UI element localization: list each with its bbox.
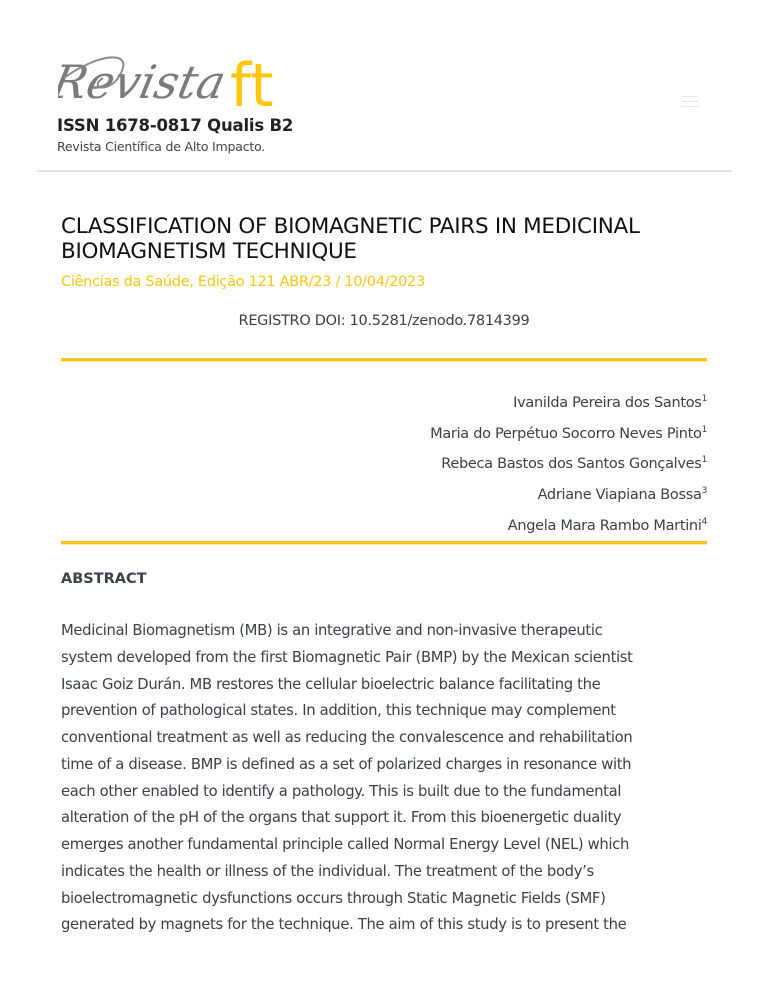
author: Rebeca Bastos dos Santos Gonçalves$^1$ xyxy=(441,455,707,473)
abstract-line: generated by magnets for the technique. The aim of this study is to present the xyxy=(61,916,627,934)
abstract-line: Medicinal Biomagnetism (MB) is an integrative and non-invasive therapeutic xyxy=(61,622,603,639)
author: Angela Mara Rambo Martini$^4$ xyxy=(507,516,707,534)
abstract-line: Isaac Goiz Durán. MB restores the cellular bioelectric balance facilitating the xyxy=(61,675,601,693)
author: Adriane Viapiana Bossa$^3$ xyxy=(537,485,707,503)
article-title: CLASSIFICATION OF BIOMAGNETIC PAIRS IN MEDICINAL BIOMAGNETISM TECHNIQUE xyxy=(61,214,640,264)
abstract-heading: ABSTRACT xyxy=(61,571,147,587)
abstract-line: bioelectromagnetic dysfunctions occurs through Static Magnetic Fields (SMF) xyxy=(61,889,606,907)
svg-text:ft: ft xyxy=(230,51,274,120)
author: Maria do Perpétuo Socorro Neves Pinto$^1$ xyxy=(430,424,707,442)
article-meta[interactable]: Ciências da Saúde, Edição 121 ABR/23 / 10/04/2023 xyxy=(61,274,425,290)
divider xyxy=(61,358,707,362)
abstract-body xyxy=(61,618,633,939)
revista-ft-logo[interactable] xyxy=(58,48,298,120)
divider xyxy=(61,541,707,545)
issn-label: ISSN 1678-0817 Qualis B2 xyxy=(57,116,294,135)
abstract-line: time of a disease. BMP is defined as a set of polarized charges in resonance with xyxy=(61,755,632,773)
svg-text:Revista: Revista xyxy=(58,55,231,109)
hamburger-menu-icon[interactable] xyxy=(682,96,698,108)
tagline: Revista Científica de Alto Impacto. xyxy=(57,139,266,154)
abstract-line: indicates the health or illness of the individual. The treatment of the body’s xyxy=(61,862,594,880)
abstract-line: prevention of pathological states. In addition, this technique may complement xyxy=(61,702,616,720)
abstract-line: each other enabled to identify a pathology. This is built due to the fundamental xyxy=(61,782,622,800)
abstract-line: alteration of the pH of the organs that support it. From this bioenergetic duality xyxy=(61,809,622,827)
abstract-line: conventional treatment as well as reducing the convalescence and rehabilitation xyxy=(61,729,633,746)
abstract-line: emerges another fundamental principle called Normal Energy Level (NEL) which xyxy=(61,836,629,853)
abstract-line: system developed from the first Biomagnetic Pair (BMP) by the Mexican scientist xyxy=(61,648,633,666)
header-divider xyxy=(37,170,732,172)
author: Ivanilda Pereira dos Santos$^1$ xyxy=(513,394,707,411)
author-list xyxy=(430,386,707,539)
doi-label: REGISTRO DOI: 10.5281/zenodo.7814399 xyxy=(238,313,530,329)
